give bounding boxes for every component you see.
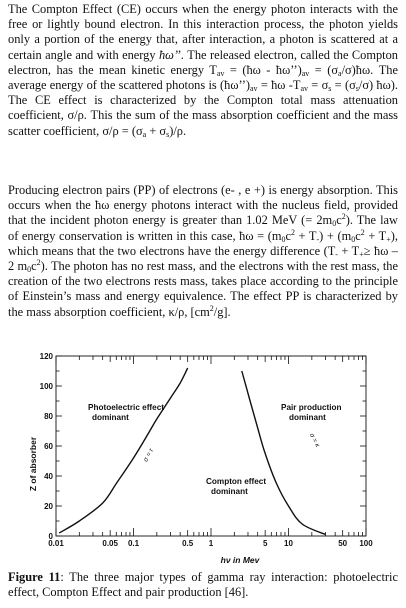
y-tick-label: 20	[44, 502, 53, 511]
figure-caption	[8, 570, 398, 600]
caption-text: : The three major types of gamma ray interaction: photoelectric effect, Compton Effect and pair production [46].	[8, 570, 398, 600]
x-tick-label: 5	[262, 539, 268, 548]
region-label-compton-line2: dominant	[211, 487, 248, 496]
y-tick-label: 0	[48, 532, 53, 541]
region-label-compton-line1: Compton effect	[206, 477, 267, 486]
x-tick-label: 50	[338, 539, 348, 548]
x-tick-label: 0.01	[48, 539, 64, 548]
caption-label: Figure 11	[8, 570, 61, 584]
x-axis-label: hν in Mev	[220, 555, 260, 565]
x-tick-label: 0.05	[102, 539, 118, 548]
region-label-photoelectric-line1: Photoelectric effect	[88, 403, 164, 412]
region-label-photoelectric-line2: dominant	[92, 413, 129, 422]
plot-frame	[56, 356, 366, 536]
x-tick-label: 10	[284, 539, 293, 548]
region-label-compton	[206, 477, 268, 496]
x-tick-label: 100	[359, 539, 373, 548]
x-tick-label: 0.5	[182, 539, 194, 548]
figure-gamma-interaction-chart	[8, 346, 398, 568]
y-tick-label: 80	[44, 412, 53, 421]
y-tick-label: 120	[39, 352, 53, 361]
curve-sigma-kappa	[242, 371, 326, 535]
region-label-pair-line1: Pair production	[281, 403, 342, 412]
paragraph-pair-production: Producing electron pairs (PP) of electrons (e- , e +) is energy absorption. This occurs when the ħω energy photons interact with the nucleus field, provided that the incident photon energy is greater than 1.02 MeV (= $2m_0c^2$). The law of energy conservation is written in this case, ħω = $(m_0c^2 + T_-) + (m_0c^2 + T_+)$, which means that the two electrons have the energy difference ($T_- + T_+\ge$ ħω – 2 $m_0c^2$). The photon has no rest mass, and the electrons with the rest mass, the creation of the two electrons rests mass, takes place according to the principle of Einstein’s mass and energy equivalence. The effect PP is characterized by the mass absorption coefficient, κ/ρ, $[cm^2/g]$.	[8, 183, 399, 319]
paragraph-compton-effect: The Compton Effect (CE) occurs when the energy photon interacts with the free or lightly bound electron. In this interaction process, the photon yields only a portion of the energy that, after interaction, a photon is scattered at a certain angle and with energy ħω’’. The released electron, called the Compton electron, has the mean kinetic energy $T_{av}$ = (ħω - $ħ\omega’’)_{av}$ = $(\sigma_a/\sigma)ħ\omega$. The average energy of the scattered photons is $(ħ\omega’’)_{av}$ = ħω $-T_{av} = \sigma_s = (\sigma_s/\sigma)$ ħω). The CE effect is characterized by the Compton total mass attenuation coefficient, σ/ρ. This the sum of the mass absorption coefficient and the mass scatter coefficient, $\sigma/\rho = (\sigma_a + \sigma_s)/\rho$.	[8, 2, 399, 139]
x-tick-label: 1	[208, 539, 214, 548]
chart-svg	[8, 346, 398, 568]
region-label-pair-line2: dominant	[289, 413, 326, 422]
y-tick-label: 60	[44, 442, 53, 451]
curve-label-sigma-tau: σ = τ	[142, 447, 155, 464]
region-label-pair	[281, 403, 344, 422]
y-tick-label: 100	[39, 382, 53, 391]
y-axis-label: Z of absorber	[28, 436, 38, 492]
curve-label-sigma-kappa: σ = κ	[307, 432, 321, 449]
curve-sigma-tau	[59, 368, 188, 533]
region-label-photoelectric	[88, 403, 166, 422]
x-tick-label: 0.1	[127, 539, 140, 548]
y-tick-label: 40	[44, 472, 53, 481]
